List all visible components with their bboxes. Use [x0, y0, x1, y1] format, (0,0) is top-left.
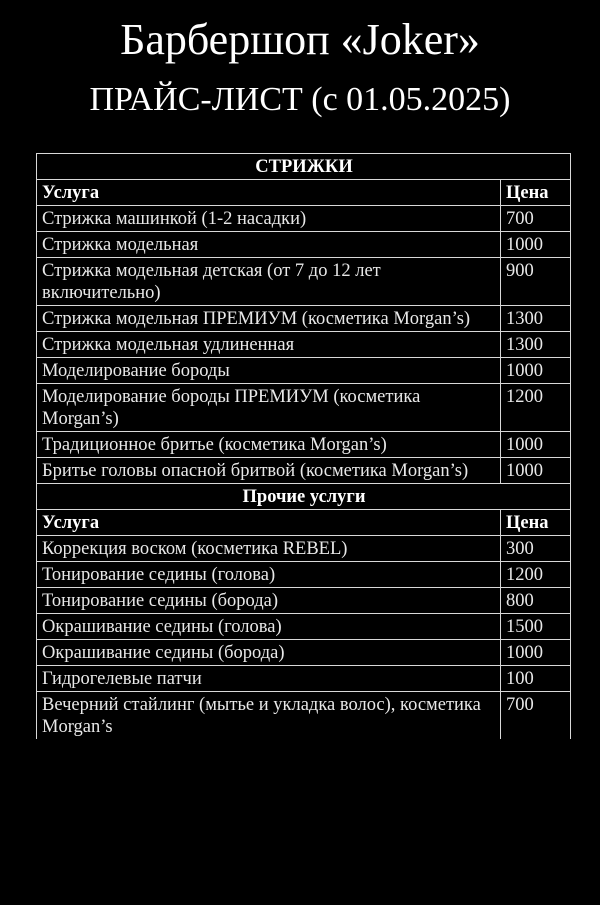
service-name: Гидрогелевые патчи [37, 666, 501, 692]
table-row [37, 536, 571, 562]
table-row [37, 640, 571, 666]
service-price: 1000 [501, 232, 571, 258]
service-name: Тонирование седины (голова) [37, 562, 501, 588]
service-name: Коррекция воском (косметика REBEL) [37, 536, 501, 562]
table-row [37, 692, 571, 740]
service-price: 100 [501, 666, 571, 692]
service-price: 300 [501, 536, 571, 562]
section-header-row [37, 154, 571, 180]
service-name: Стрижка машинкой (1-2 насадки) [37, 206, 501, 232]
service-price: 1000 [501, 640, 571, 666]
service-price: 1200 [501, 384, 571, 432]
service-name: Моделирование бороды ПРЕМИУМ (косметика Morgan’s) [37, 384, 501, 432]
table-row [37, 614, 571, 640]
section-title: Прочие услуги [37, 484, 571, 510]
service-name: Окрашивание седины (борода) [37, 640, 501, 666]
service-price: 1300 [501, 332, 571, 358]
service-name: Окрашивание седины (голова) [37, 614, 501, 640]
table-row [37, 384, 571, 432]
service-name: Стрижка модельная детская (от 7 до 12 лет включительно) [37, 258, 501, 306]
service-name: Стрижка модельная [37, 232, 501, 258]
service-price: 1000 [501, 458, 571, 484]
service-name: Вечерний стайлинг (мытье и укладка волос), косметика Morgan’s [37, 692, 501, 740]
table-row [37, 306, 571, 332]
service-name: Стрижка модельная ПРЕМИУМ (косметика Morgan’s) [37, 306, 501, 332]
service-price: 700 [501, 206, 571, 232]
column-header-row [37, 180, 571, 206]
service-price: 1200 [501, 562, 571, 588]
service-name: Тонирование седины (борода) [37, 588, 501, 614]
page-title: Барбершоп «Joker» [120, 15, 480, 64]
column-header-service: Услуга [37, 180, 501, 206]
service-name: Бритье головы опасной бритвой (косметика Morgan’s) [37, 458, 501, 484]
table-row [37, 358, 571, 384]
table-row [37, 258, 571, 306]
column-header-price: Цена [501, 180, 571, 206]
page-subtitle: ПРАЙС-ЛИСТ (с 01.05.2025) [89, 81, 511, 118]
section-title: СТРИЖКИ [37, 154, 571, 180]
section-header-row [37, 484, 571, 510]
table-row [37, 232, 571, 258]
service-price: 900 [501, 258, 571, 306]
price-table [36, 153, 571, 739]
service-name: Стрижка модельная удлиненная [37, 332, 501, 358]
table-row [37, 332, 571, 358]
service-price: 1000 [501, 432, 571, 458]
service-name: Моделирование бороды [37, 358, 501, 384]
table-row [37, 562, 571, 588]
table-row [37, 458, 571, 484]
service-price: 800 [501, 588, 571, 614]
service-price: 1300 [501, 306, 571, 332]
service-price: 700 [501, 692, 571, 740]
column-header-row [37, 510, 571, 536]
table-row [37, 588, 571, 614]
service-price: 1500 [501, 614, 571, 640]
table-row [37, 432, 571, 458]
service-price: 1000 [501, 358, 571, 384]
column-header-service: Услуга [37, 510, 501, 536]
column-header-price: Цена [501, 510, 571, 536]
table-row [37, 666, 571, 692]
table-row [37, 206, 571, 232]
service-name: Традиционное бритье (косметика Morgan’s) [37, 432, 501, 458]
